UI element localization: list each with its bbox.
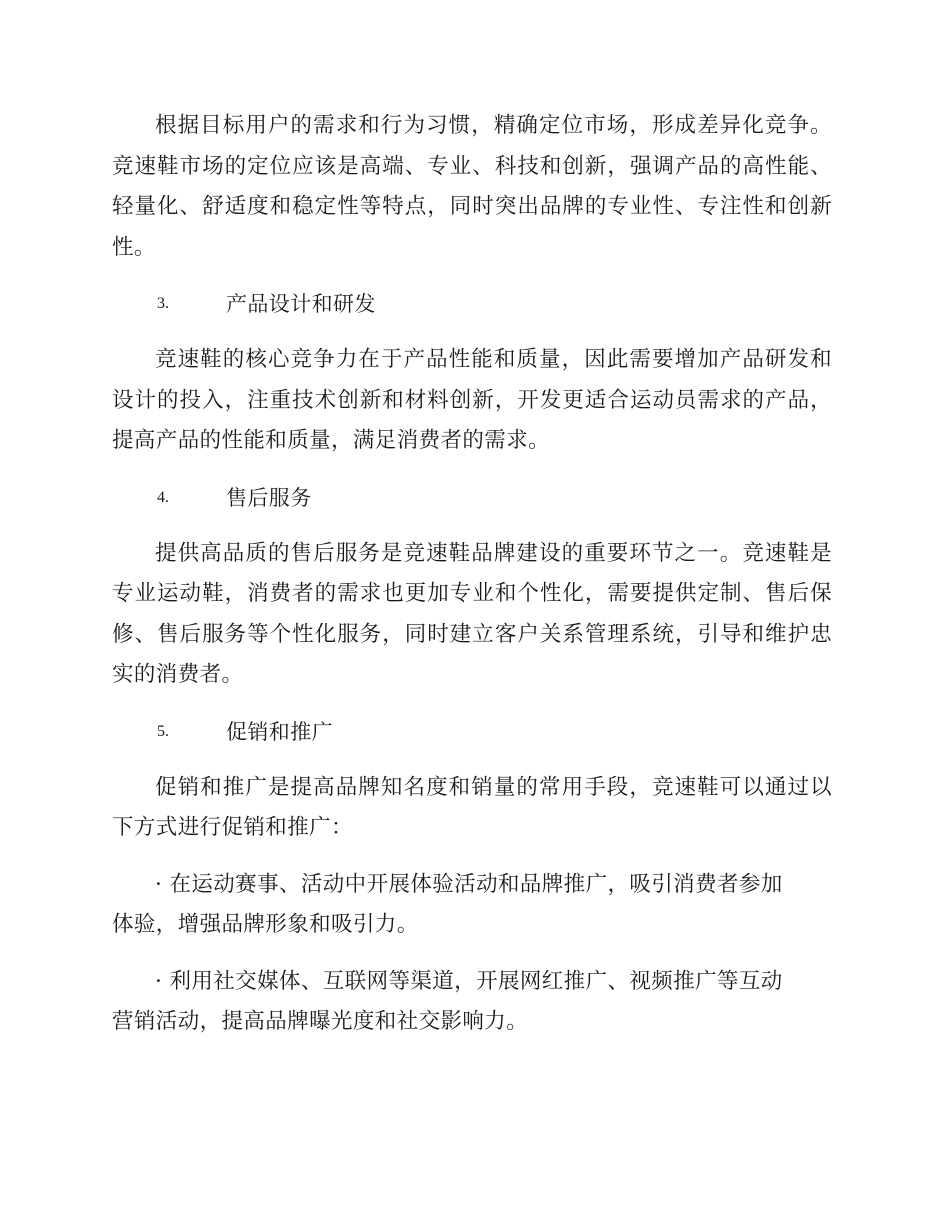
- document-page: [112, 106, 832, 1043]
- section-title: 产品设计和研发: [226, 292, 376, 316]
- section-number: 5.: [157, 722, 169, 740]
- section-number: 4.: [157, 488, 169, 506]
- bullet-item-social-media: · 利用社交媒体、互联网等渠道，开展网红推广、视频推广等互动营销活动，提高品牌曝光度和社交影响力。: [112, 968, 783, 1034]
- section-title: 促销和推广: [226, 719, 333, 744]
- section-heading-after-sales: [112, 478, 832, 518]
- paragraph-product-design: 竞速鞋的核心竞争力在于产品性能和质量，因此需要增加产品研发和设计的投入，注重技术创新和材料创新，开发更适合运动员需求的产品，提高产品的性能和质量，满足消费者的需求。: [112, 347, 832, 453]
- bullet-item-events: · 在运动赛事、活动中开展体验活动和品牌推广，吸引消费者参加体验，增强品牌形象和吸引力。: [112, 871, 783, 937]
- paragraph-market-positioning: 根据目标用户的需求和行为习惯，精确定位市场，形成差异化竞争。竞速鞋市场的定位应该是高端、专业、科技和创新，强调产品的高性能、轻量化、舒适度和稳定性等特点，同时突出品牌的专业性、专注性和创新性。: [112, 113, 832, 260]
- section-number: 3.: [157, 295, 169, 312]
- section-heading-product-design: [112, 284, 832, 324]
- paragraph-after-sales: 提供高品质的售后服务是竞速鞋品牌建设的重要环节之一。竞速鞋是专业运动鞋，消费者的需求也更加专业和个性化，需要提供定制、售后保修、售后服务等个性化服务，同时建立客户关系管理系统，引导和维护忠实的消费者。: [112, 540, 832, 687]
- section-title: 售后服务: [226, 485, 312, 510]
- section-heading-promotion: [112, 712, 832, 752]
- paragraph-promotion: 促销和推广是提高品牌知名度和销量的常用手段，竞速鞋可以通过以下方式进行促销和推广：: [112, 774, 832, 840]
